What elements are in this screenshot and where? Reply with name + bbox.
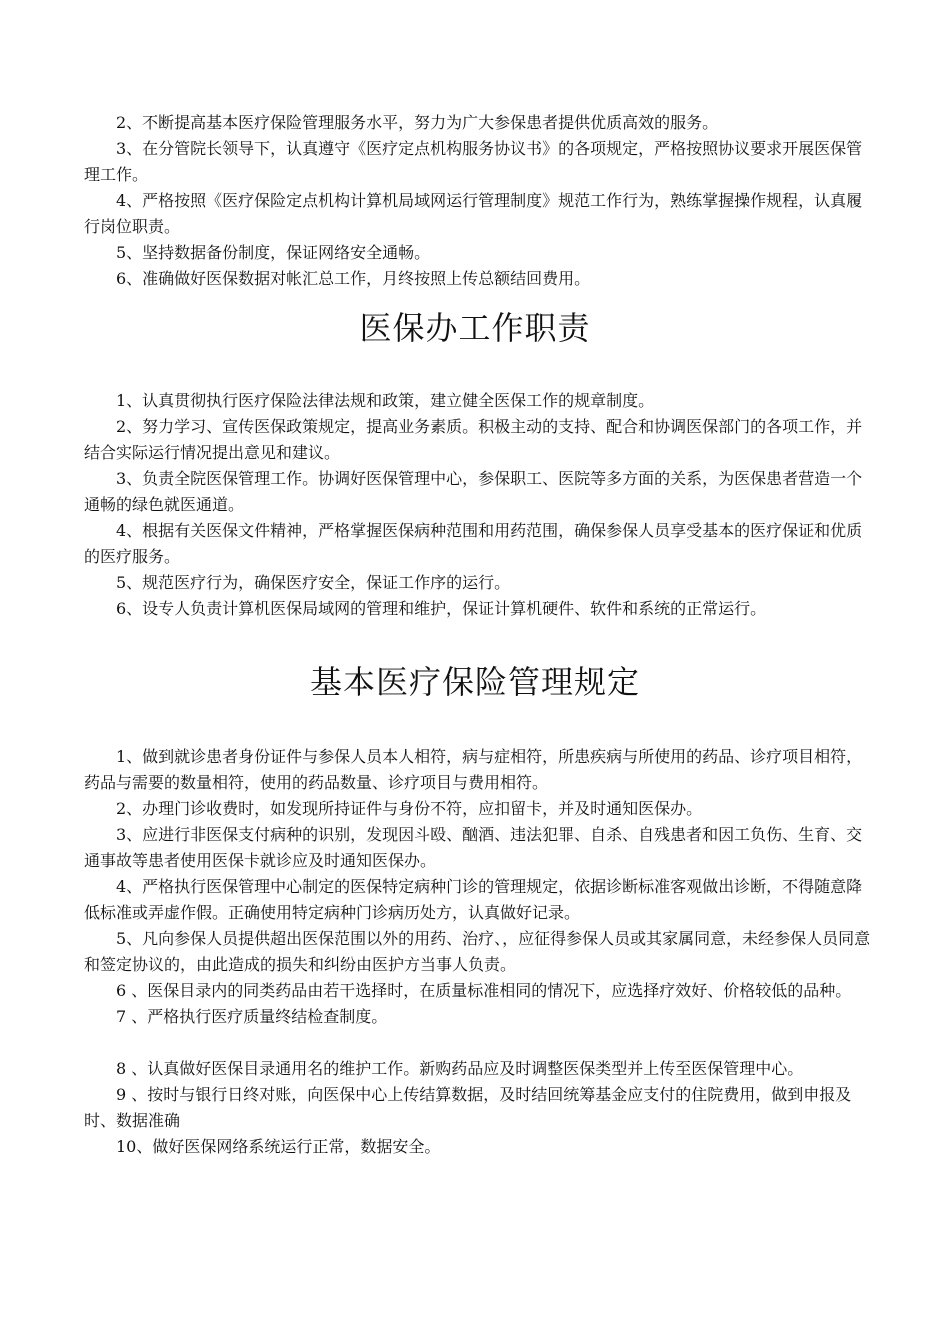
section-3-item: 9 、按时与银行日终对账，向医保中心上传结算数据，及时结回统筹基金应支付的住院费用，做到申报及时、数据准确 — [84, 1085, 852, 1130]
section-3-item: 2、办理门诊收费时，如发现所持证件与身份不符，应扣留卡，并及时通知医保办。 — [116, 799, 703, 818]
section-1-body — [84, 110, 874, 292]
section-3-item: 7 、严格执行医疗质量终结检查制度。 — [116, 1007, 388, 1026]
section-3-item: 1、做到就诊患者身份证件与参保人员本人相符，病与症相符，所患疾病与所使用的药品、诊疗项目相符，药品与需要的数量相符，使用的药品数量、诊疗项目与费用相符。 — [84, 747, 863, 792]
section-2-item: 3、负责全院医保管理工作。协调好医保管理中心，参保职工、医院等多方面的关系，为医保患者营造一个通畅的绿色就医通道。 — [84, 469, 863, 514]
section-2-item: 4、根据有关医保文件精神，严格掌握医保病种范围和用药范围，确保参保人员享受基本的医疗保证和优质的医疗服务。 — [84, 521, 863, 566]
section-1-item: 6、准确做好医保数据对帐汇总工作，月终按照上传总额结回费用。 — [116, 269, 591, 288]
section-2-body — [84, 388, 874, 622]
section-1-item: 3、在分管院长领导下，认真遵守《医疗定点机构服务协议书》的各项规定，严格按照协议要求开展医保管理工作。 — [84, 139, 863, 184]
section-1-item: 4、严格按照《医疗保险定点机构计算机局域网运行管理制度》规范工作行为，熟练掌握操作规程，认真履行岗位职责。 — [84, 191, 863, 236]
section-1-item: 5、坚持数据备份制度，保证网络安全通畅。 — [116, 243, 431, 262]
section-2-title: 医保办工作职责 — [359, 309, 591, 347]
section-3-body — [84, 744, 874, 1160]
section-3-item: 5、凡向参保人员提供超出医保范围以外的用药、治疗、，应征得参保人员或其家属同意，未经参保人员同意和签定协议的，由此造成的损失和纠纷由医护方当事人负责。 — [84, 929, 871, 974]
section-2-item: 6、设专人负责计算机医保局域网的管理和维护，保证计算机硬件、软件和系统的正常运行。 — [116, 599, 767, 618]
section-1-item: 2、不断提高基本医疗保险管理服务水平，努力为广大参保患者提供优质高效的服务。 — [116, 113, 719, 132]
section-3-title: 基本医疗保险管理规定 — [309, 663, 640, 701]
section-2-item: 2、努力学习、宣传医保政策规定，提高业务素质。积极主动的支持、配合和协调医保部门的各项工作，并结合实际运行情况提出意见和建议。 — [84, 417, 863, 462]
section-3-item: 8 、认真做好医保目录通用名的维护工作。新购药品应及时调整医保类型并上传至医保管理中心。 — [116, 1059, 804, 1078]
section-2-item: 5、规范医疗行为，确保医疗安全，保证工作序的运行。 — [116, 573, 511, 592]
section-2-item: 1、认真贯彻执行医疗保险法律法规和政策，建立健全医保工作的规章制度。 — [116, 391, 655, 410]
section-3-item: 6 、医保目录内的同类药品由若干选择时，在质量标准相同的情况下，应选择疗效好、价格较低的品种。 — [116, 981, 852, 1000]
paragraph-gap — [84, 1030, 874, 1056]
section-3-item: 10、做好医保网络系统运行正常，数据安全。 — [116, 1137, 441, 1156]
section-3-item: 3、应进行非医保支付病种的识别，发现因斗殴、酗酒、违法犯罪、自杀、自残患者和因工负伤、生育、交通事故等患者使用医保卡就诊应及时通知医保办。 — [84, 825, 863, 870]
section-3-item: 4、严格执行医保管理中心制定的医保特定病种门诊的管理规定，依据诊断标准客观做出诊断，不得随意降低标准或弄虚作假。正确使用特定病种门诊病历处方，认真做好记录。 — [84, 877, 863, 922]
